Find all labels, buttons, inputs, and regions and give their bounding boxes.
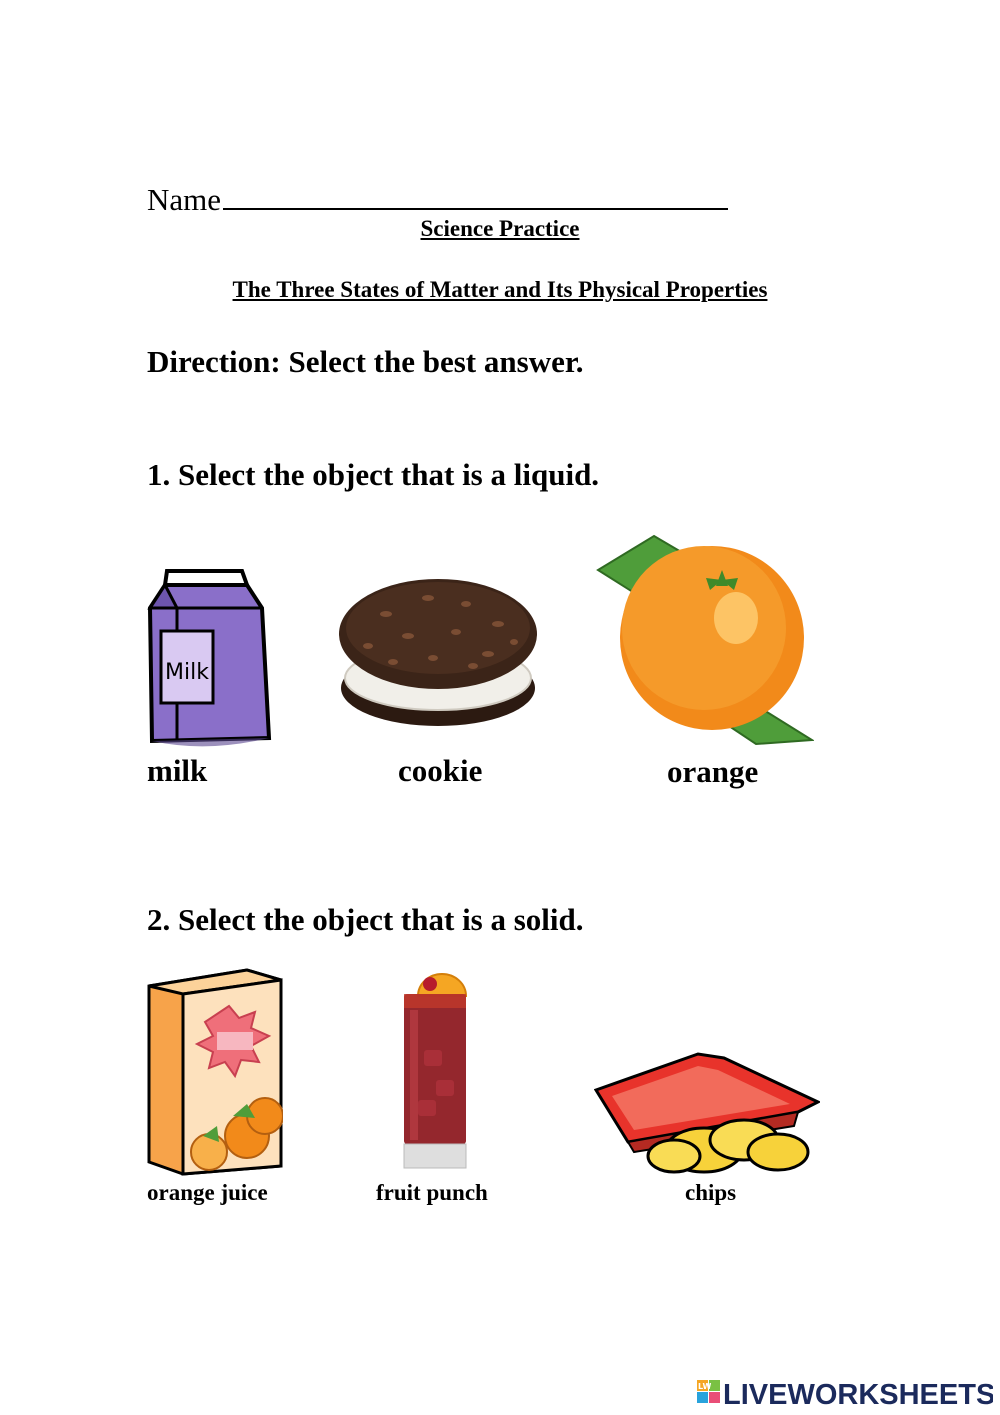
choice-chips[interactable] — [594, 1052, 820, 1176]
topic-title: The Three States of Matter and Its Physical Properties — [232, 277, 768, 302]
name-field[interactable] — [147, 178, 728, 218]
choice-label-orange-juice: orange juice — [147, 1180, 268, 1205]
choice-cookie[interactable] — [338, 576, 538, 731]
liveworksheets-logo[interactable] — [697, 1374, 993, 1410]
choice-orange-juice[interactable] — [147, 966, 283, 1176]
svg-text:Milk: Milk — [165, 660, 209, 685]
question-1-text: 1. Select the object that is a liquid. — [147, 457, 600, 492]
choice-label-orange: orange — [667, 754, 759, 789]
chips-bag-icon — [594, 1052, 820, 1176]
choice-label-cookie: cookie — [398, 753, 483, 788]
name-blank-line[interactable] — [223, 178, 728, 210]
cookie-icon — [338, 576, 538, 731]
fruit-punch-glass-icon — [396, 970, 472, 1176]
direction-text: Direction: Select the best answer. — [147, 344, 584, 379]
choice-label-chips: chips — [685, 1180, 737, 1205]
choice-label-milk: milk — [147, 753, 208, 788]
choice-milk[interactable] — [147, 563, 272, 748]
milk-carton-icon — [147, 563, 272, 748]
choice-label-fruit-punch: fruit punch — [376, 1180, 488, 1205]
liveworksheets-logo-icon — [697, 1374, 993, 1410]
subject-title: Science Practice — [420, 216, 580, 241]
question-2-text: 2. Select the object that is a solid. — [147, 902, 584, 937]
choice-orange[interactable] — [596, 534, 814, 746]
juice-box-icon — [147, 966, 283, 1176]
brand-text: LIVEWORKSHEETS — [723, 1379, 993, 1410]
orange-icon — [596, 534, 814, 746]
name-label: Name — [147, 182, 222, 217]
choice-fruit-punch[interactable] — [396, 970, 472, 1176]
svg-text:LW: LW — [698, 1382, 712, 1391]
